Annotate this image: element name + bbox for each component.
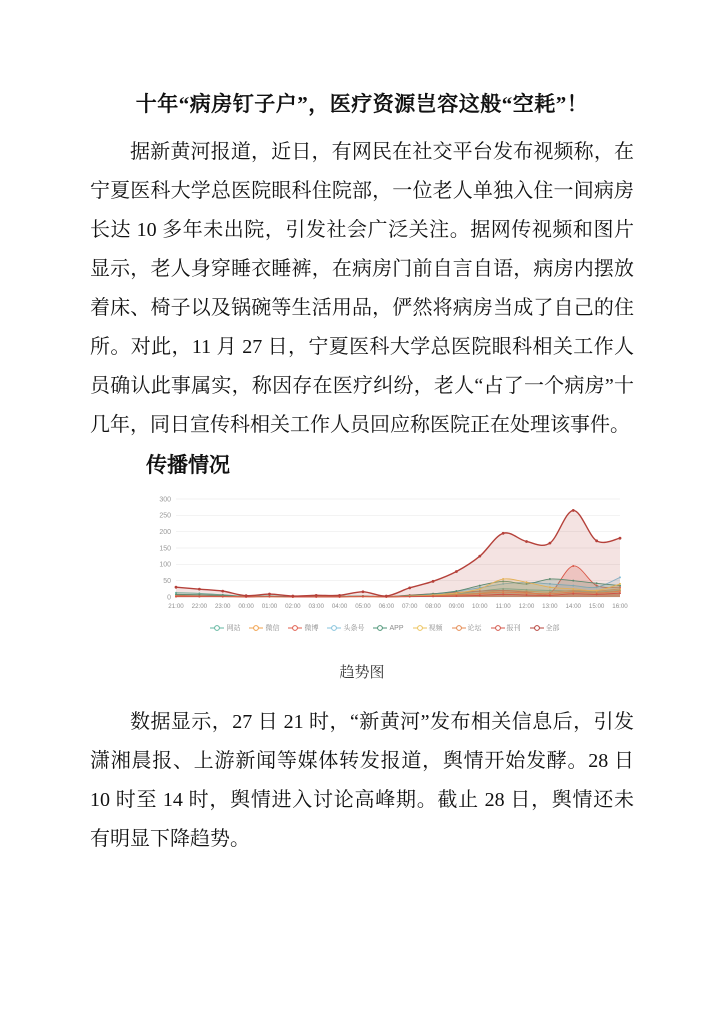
y-axis-tick: 100	[159, 561, 171, 569]
x-axis-tick: 23:00	[214, 603, 231, 610]
trend-chart	[142, 489, 628, 621]
document-title: 十年“病房钉子户”，医疗资源岂容这般“空耗”！	[135, 92, 589, 116]
legend-marker-icon	[452, 624, 466, 632]
legend-label: APP	[389, 624, 404, 632]
legend-marker-icon	[530, 624, 544, 632]
x-axis-tick: 12:00	[518, 603, 535, 610]
legend-item-视频	[413, 623, 443, 633]
y-axis-tick: 200	[159, 528, 171, 536]
x-axis-tick: 02:00	[285, 603, 301, 610]
y-axis-tick: 50	[163, 577, 171, 585]
y-axis-tick: 250	[159, 512, 171, 520]
legend-marker-icon	[249, 624, 263, 632]
y-axis-tick: 0	[167, 594, 171, 602]
x-axis-tick: 08:00	[425, 603, 441, 610]
legend-item-报刊	[491, 623, 521, 633]
legend-label: 网站	[226, 625, 241, 632]
x-axis-tick: 00:00	[238, 603, 254, 610]
legend-item-头条号	[327, 623, 364, 633]
legend-item-微博	[288, 623, 318, 633]
legend-label: 视频	[428, 625, 443, 632]
x-axis-tick: 22:00	[191, 603, 208, 610]
x-axis-tick: 05:00	[355, 603, 371, 610]
y-axis-tick: 300	[159, 496, 171, 504]
x-axis-tick: 21:00	[168, 603, 184, 610]
paragraph-report-details: 据新黄河报道，近日，有网民在社交平台发布视频称，在宁夏医科大学总医院眼科住院部，一位老人单独入住一间病房长达 10 多年未出院，引发社会广泛关注。据网传视频和图片显示，老人身穿睡衣睡裤，在病房门前自言自语，病房内摆放着床、椅子以及锅碗等生活用品，俨然将病房当成了自己的住所。对此，11 月 27 日，宁夏医科大学总医院眼科相关工作人员确认此事属实，称因存在医疗纠纷，老人“占了一个病房”十几年，同日宣传科相关工作人员回应称医院正在处理该事件。	[90, 141, 634, 436]
legend-item-APP	[373, 624, 403, 632]
legend-marker-icon	[413, 624, 427, 632]
legend-marker-icon	[288, 624, 302, 632]
legend-label: 报刊	[506, 625, 521, 632]
paragraph-data-analysis: 数据显示，27 日 21 时，“新黄河”发布相关信息后，引发潇湘晨报、上游新闻等媒体转发报道，舆情开始发酵。28 日 10 时至 14 时，舆情进入讨论高峰期。截止 28 日，舆情还未有明显下降趋势。	[90, 711, 634, 850]
x-axis-tick: 14:00	[565, 603, 582, 610]
section-header-spread-situation: 传播情况	[146, 453, 230, 477]
legend-item-网站	[210, 623, 240, 633]
x-axis-tick: 16:00	[612, 603, 628, 610]
legend-item-全部	[530, 623, 560, 633]
chart-legend	[142, 623, 628, 633]
legend-label: 头条号	[343, 625, 365, 632]
trend-chart-figure	[142, 489, 628, 633]
x-axis-tick: 09:00	[448, 603, 465, 610]
legend-label: 论坛	[467, 625, 482, 632]
legend-marker-icon	[327, 624, 341, 632]
x-axis-tick: 03:00	[308, 603, 324, 610]
x-axis-tick: 10:00	[472, 603, 488, 610]
x-axis-tick: 13:00	[542, 603, 558, 610]
legend-marker-icon	[373, 624, 387, 632]
x-axis-tick: 07:00	[401, 603, 418, 610]
legend-label: 微信	[265, 625, 280, 632]
x-axis-tick: 01:00	[261, 603, 278, 610]
legend-item-微信	[249, 623, 279, 633]
legend-label: 微博	[304, 625, 319, 632]
x-axis-tick: 06:00	[378, 603, 395, 610]
y-axis-tick: 150	[159, 545, 171, 553]
legend-marker-icon	[491, 624, 505, 632]
legend-marker-icon	[210, 624, 224, 632]
series-area-全部	[176, 510, 620, 597]
legend-label: 全部	[545, 625, 560, 632]
x-axis-tick: 15:00	[588, 603, 605, 610]
x-axis-tick: 11:00	[495, 603, 511, 610]
legend-item-论坛	[452, 623, 482, 633]
x-axis-tick: 04:00	[331, 603, 348, 610]
chart-caption: 趋势图	[339, 665, 385, 681]
